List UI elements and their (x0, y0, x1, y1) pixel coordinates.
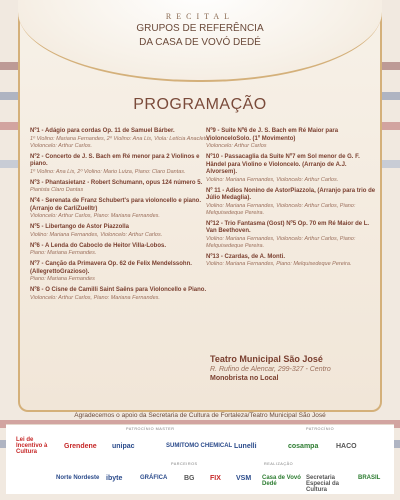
caption-master-sponsor: PATROCÍNIO MASTER (126, 427, 175, 431)
logo-vsm: VSM (236, 475, 252, 482)
program-item (30, 224, 210, 239)
logo-lei-incentivo: Lei de Incentivo à Cultura (16, 437, 48, 455)
group-title-line1: GRUPOS DE REFERÊNCIA (136, 23, 264, 34)
logo-cosampa: cosampa (288, 443, 319, 450)
program-item-title: Nº10 - Passacaglia da Suite Nº7 em Sol menor de G. F. Händel para Violino e Violoncelo. (Arranjo de A.J. Alvorsem). (206, 154, 360, 175)
program-item-performers: 1º Violino: Ana Lis, 2º Violino: Mario Luiza, Piano: Claro Dantas. (30, 168, 186, 175)
program-item-performers: Violino: Mariana Fernandes, Violoncelo: Arthur Carlos, Piano: Melquisedeque Pereira. (206, 235, 356, 249)
caption-realization: REALIZAÇÃO (264, 462, 294, 466)
program-item-performers: Violino: Mariana Fernandes, Violoncelo: Arthur Carlos, Piano: Melquisedeque Pereira. (206, 202, 356, 216)
program-item (206, 128, 376, 150)
program-item (206, 254, 376, 269)
program-item-performers: Piano: Mariana Fernandes (30, 276, 95, 282)
logo-lunelli: Lunelli (234, 443, 257, 450)
program-item (206, 221, 376, 250)
venue-address: R. Rufino de Alencar, 299-327 - Centro (210, 366, 331, 373)
program-item (30, 198, 210, 220)
caption-sponsor: PATROCÍNIO (306, 427, 335, 431)
program-item-title: Nº13 - Czardas, de A. Monti. (206, 253, 285, 260)
logo-bg: BG (184, 475, 195, 482)
program-item-title: Nº4 - Serenata de Franz Schubert's para violoncello e piano. (Arranjo de CarliZuelltr) (30, 198, 201, 212)
thanks-text: Agradecemos o apoio da Secretaria de Cultura de Fortaleza/Teatro Municipal São José (74, 412, 326, 419)
program-item-title: Nº5 - Libertango de Astor Piazzolla (30, 224, 129, 230)
program-item (30, 180, 210, 195)
venue-info: Monobrista no Local (210, 375, 279, 382)
group-title-line2: DA CASA DE VOVÓ DEDÉ (139, 37, 261, 48)
program-item-performers: 1º Violino: Mariana Fernandes, 2º Violino: Ana Lis, Viola: Letícia Anacleto, Violoncelo: Arthur Carlos. (30, 135, 210, 149)
program-item (30, 243, 210, 258)
program-item-title: Nº3 - Phantasietanz - Robert Schumann, opus 124 número 5. (30, 179, 203, 186)
program-item-title: Nº2 - Concerto de J. S. Bach em Ré menor para 2 Violinos e piano. (30, 153, 200, 167)
logo-secretaria-cultura: Secretaria Especial da Cultura (306, 475, 340, 493)
logo-casa-vovo-dede: Casa de Vovó Dedé (262, 475, 301, 487)
logo-unipac: unipac (112, 443, 135, 450)
program-item-title: Nº7 - Canção da Primavera Op. 62 de Felix Mendelssohn. (AllegrettoGrazioso). (30, 261, 192, 275)
logo-norte-nordeste: Norte Nordeste (56, 475, 100, 481)
caption-partners: PARCEIROS (171, 462, 198, 466)
program-item-performers: Pianista Claro Dantas (30, 187, 84, 193)
program-item-performers: Violino: Mariana Fernandes, Violoncelo: Arthur Carlos. (30, 231, 163, 238)
program-item (30, 154, 210, 176)
logo-sumitomo: SUMITOMO CHEMICAL (166, 443, 233, 449)
logo-fix: FIX (210, 475, 221, 482)
venue-block (210, 354, 380, 382)
program-item (30, 261, 210, 283)
program-item (30, 287, 210, 302)
sponsors-footer (6, 424, 394, 494)
program-item-performers: Violoncelo: Arthur Carlos (206, 143, 267, 149)
program-title: PROGRAMAÇÃO (133, 96, 267, 113)
program-item-title: Nº12 - Trio Fantasma (Gost) Nº5 Op. 70 em Ré Maior de L. Van Beethoven. (206, 220, 370, 234)
venue-title: Teatro Municipal São José (210, 354, 323, 364)
logo-grafica: GRÁFICA (140, 475, 168, 481)
program-item-title: Nº 11 - Adios Nonino de AstorPiazzola, (Arranjo para trio de Júlio Medaglia). (206, 187, 376, 201)
program-item-performers: Violoncelo: Arthur Carlos, Piano: Mariana Fernandes. (30, 294, 160, 301)
program-item (206, 188, 376, 217)
program-item-title: Nº9 - Suite Nº6 de J. S. Bach em Ré Maior para ViolonceloSolo. (1º Movimento) (206, 128, 339, 142)
logo-haco: HACO (336, 443, 357, 450)
recital-label: RECITAL (165, 12, 235, 21)
program-item-performers: Violoncelo: Arthur Carlos, Piano: Mariana Fernandes. (30, 213, 160, 219)
program-column-right (206, 128, 376, 272)
program-item-title: Nº8 - O Cisne de Camilli Saint Saëns para Violoncello e Piano. (30, 287, 207, 293)
logo-ibyte: ibyte (106, 475, 123, 482)
program-item-performers: Violino: Mariana Fernandes, Violoncelo: Arthur Carlos. (206, 176, 339, 183)
logo-brasil: BRASIL (358, 475, 381, 481)
program-item-performers: Violino: Mariana Fernandes, Piano: Melquisedeque Pereira. (206, 261, 352, 267)
program-item (30, 128, 210, 150)
program-item-title: Nº6 - A Lenda do Caboclo de Heitor Villa-Lobos. (30, 242, 166, 249)
logo-grendene: Grendene (64, 443, 97, 450)
program-column-left (30, 128, 210, 306)
page-header (0, 12, 400, 49)
program-item (206, 154, 376, 184)
program-item-performers: Piano: Mariana Fernandes. (30, 250, 97, 256)
program-item-title: Nº1 - Adágio para cordas Op. 11 de Samuel Bárber. (30, 128, 175, 134)
